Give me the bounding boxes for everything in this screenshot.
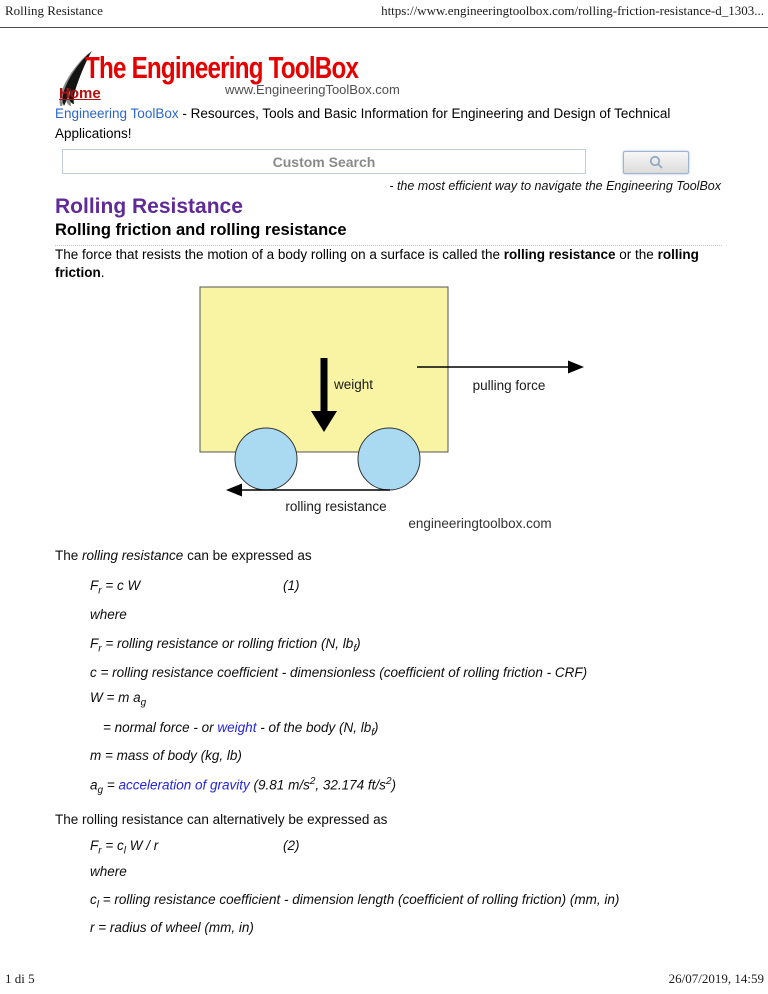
definition-w2 — [103, 720, 379, 739]
seg: - of the body (N, lb — [256, 720, 372, 735]
superscript: 2 — [385, 776, 392, 787]
weight-link[interactable]: weight — [217, 720, 257, 735]
seg: ) — [374, 720, 379, 735]
search-tagline: - the most efficient way to navigate the Engineering ToolBox — [389, 179, 721, 193]
subscript: r — [98, 845, 102, 857]
seg: or the — [615, 247, 658, 262]
seg: c — [90, 892, 97, 907]
weight-label: weight — [334, 377, 374, 392]
rolling-resistance-label: rolling resistance — [285, 499, 387, 514]
rolling-resistance-diagram — [0, 280, 768, 536]
subscript: r — [98, 585, 102, 597]
subscript: l — [96, 899, 99, 911]
rolling-arrowhead — [226, 484, 242, 497]
seg: = — [103, 777, 119, 793]
wheel-right — [358, 428, 420, 490]
subscript: r — [98, 643, 102, 655]
definition-m: m = mass of body (kg, lb) — [90, 748, 242, 763]
definition-fr — [90, 636, 361, 655]
seg: = normal force - or — [103, 720, 218, 735]
definition-c: c = rolling resistance coefficient - dimensionless (coefficient of rolling friction - CRF) — [90, 665, 588, 680]
subscript: g — [140, 697, 147, 709]
seg: = rolling resistance or rolling friction (N, lb — [101, 636, 354, 651]
logo-website-text: www.EngineeringToolBox.com — [225, 82, 400, 97]
equation-2 — [90, 838, 300, 857]
seg: ) — [391, 777, 396, 793]
seg: F — [90, 636, 99, 651]
seg: The force that resists the motion of a body rolling on a surface is called the — [55, 247, 504, 262]
definition-r: r = radius of wheel (mm, in) — [90, 920, 254, 935]
acceleration-of-gravity-link[interactable]: acceleration of gravity — [118, 777, 250, 793]
footer-datetime: 26/07/2019, 14:59 — [668, 971, 764, 986]
engineeringtoolbox-link[interactable]: Engineering ToolBox — [55, 106, 179, 121]
diagram-watermark: engineeringtoolbox.com — [408, 516, 552, 531]
definition-w — [90, 690, 146, 709]
where-1: where — [90, 607, 127, 622]
header-divider — [0, 27, 768, 28]
definition-cl — [90, 892, 619, 911]
equation-1 — [90, 578, 300, 597]
logo-title: The Engineering ToolBox — [85, 50, 359, 85]
seg: a — [90, 777, 98, 793]
site-description-text: - Resources, Tools and Basic Information for Engineering and Design of Technical Applications! — [55, 106, 671, 141]
seg: F — [90, 838, 99, 853]
where-2: where — [90, 864, 127, 879]
print-header — [5, 3, 764, 19]
search-button[interactable] — [623, 151, 689, 174]
footer-page-number: 1 di 5 — [5, 971, 35, 986]
seg: = c W — [101, 578, 141, 593]
pulling-force-label: pulling force — [472, 378, 546, 393]
print-header-title: Rolling Resistance — [5, 3, 103, 18]
seg: The — [55, 548, 83, 563]
seg: ) — [356, 636, 361, 651]
seg: = rolling resistance coefficient - dimension length (coefficient of rolling friction) (mm, in) — [98, 892, 620, 907]
seg: (9.81 m/s — [249, 777, 310, 793]
superscript: 2 — [309, 776, 316, 787]
seg: W = m a — [90, 690, 141, 705]
seg: can be expressed as — [183, 548, 312, 563]
equation-1-number: (1) — [283, 578, 300, 593]
subscript: f — [371, 727, 375, 739]
section-title: Rolling friction and rolling resistance — [55, 221, 722, 246]
search-input[interactable] — [62, 149, 586, 174]
print-header-url: https://www.engineeringtoolbox.com/rolling-friction-resistance-d_1303... — [381, 3, 764, 18]
wheel-left — [235, 428, 297, 490]
expression-1-intro — [55, 548, 312, 563]
definition-ag — [90, 776, 396, 796]
home-link[interactable]: Home — [59, 85, 101, 102]
bold-rolling-resistance: rolling resistance — [503, 247, 616, 262]
equation-2-number: (2) — [283, 838, 300, 853]
subscript: l — [123, 845, 126, 857]
weight-arrow — [321, 358, 328, 413]
site-description — [55, 104, 707, 144]
pulling-arrowhead — [568, 361, 584, 374]
seg: F — [90, 578, 99, 593]
seg: = c — [101, 838, 124, 853]
expression-2-intro: The rolling resistance can alternatively be expressed as — [55, 812, 388, 827]
bold-rolling-friction: rolling friction — [55, 247, 699, 280]
subscript: f — [353, 643, 357, 655]
seg: . — [100, 265, 105, 280]
seg: W / r — [125, 838, 159, 853]
page-title: Rolling Resistance — [55, 195, 243, 218]
subscript: g — [97, 785, 104, 797]
seg: , 32.174 ft/s — [315, 777, 386, 793]
lead-paragraph — [55, 246, 724, 282]
search-icon — [649, 155, 664, 170]
seg-italic: rolling resistance — [82, 548, 184, 563]
